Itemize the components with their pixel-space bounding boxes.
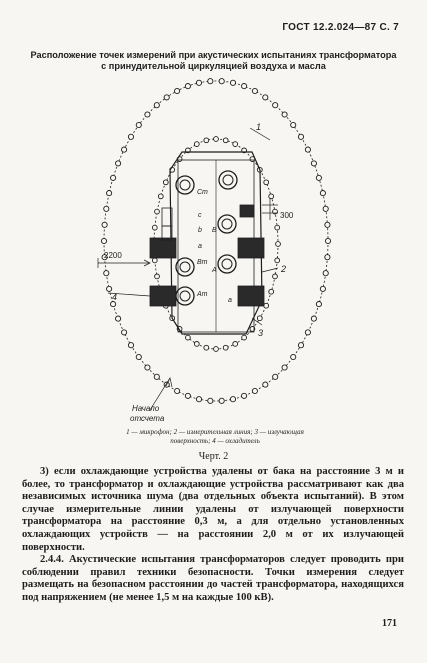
label-a: a	[198, 243, 202, 250]
microphone-point	[273, 274, 278, 279]
microphone-point	[252, 88, 257, 93]
label-bm: Bm	[197, 259, 208, 266]
microphone-point	[196, 397, 201, 402]
label-ao: a	[228, 297, 232, 304]
microphone-point	[242, 335, 247, 340]
microphone-point	[282, 112, 287, 117]
microphone-point	[242, 393, 247, 398]
origin-label-1: Начало	[132, 404, 160, 413]
microphone-point	[323, 271, 328, 276]
microphone-point	[208, 79, 213, 84]
microphone-point	[204, 345, 209, 350]
dim-300-label: 300	[280, 211, 294, 220]
microphone-point	[291, 122, 296, 127]
microphone-point	[111, 175, 116, 180]
microphone-point	[152, 225, 157, 230]
microphone-point	[194, 342, 199, 347]
figure-caption	[40, 428, 390, 446]
label-b: b	[198, 227, 202, 234]
microphone-point	[196, 80, 201, 85]
page-number: 171	[382, 618, 397, 629]
label-4: 4	[112, 292, 118, 302]
paragraph-1: 3) если охлаждающие устройства удалены от бака на расстояние 3 м и более, то трансформатор и охлаждающие устройства рассматривают как два независимых источника шума (два отдельных объекта испытаний). В этом случае измерительные линии удалены от излучающей поверхности трансформатора на расстояние 0,3 м, а для отдельно установленных охлаждающих устройств — на расстоянии 2,0 м от их излучающей поверхности.	[22, 466, 404, 553]
microphone-point	[214, 347, 219, 352]
microphone-point	[128, 134, 133, 139]
microphone-point	[305, 147, 310, 152]
label-cm: Cm	[197, 189, 208, 196]
microphone-point	[219, 79, 224, 84]
microphone-point	[223, 138, 228, 143]
microphone-point	[263, 95, 268, 100]
microphone-point	[276, 242, 281, 247]
microphone-point	[275, 225, 280, 230]
microphone-point	[269, 194, 274, 199]
dim-2200-label: 2200	[104, 251, 122, 260]
microphone-point	[101, 238, 106, 243]
microphone-point	[219, 398, 224, 403]
microphone-point	[208, 398, 213, 403]
figure-title-line1: Расположение точек измерений при акустических испытаниях трансформатора	[30, 50, 397, 60]
label-1: 1	[256, 122, 262, 132]
microphone-point	[311, 316, 316, 321]
microphone-point	[282, 365, 287, 370]
callout-lines	[108, 128, 278, 410]
microphone-point	[175, 388, 180, 393]
label-3: 3	[258, 328, 264, 338]
microphone-point	[154, 374, 159, 379]
microphone-point	[185, 393, 190, 398]
figure-number: Черт. 2	[198, 451, 229, 462]
microphone-point	[145, 112, 150, 117]
microphone-point	[325, 255, 330, 260]
microphone-point	[111, 302, 116, 307]
label-am: Am	[197, 291, 208, 298]
figure-title-line2: с принудительной циркуляцией воздуха и масла	[101, 61, 326, 71]
label-c: c	[198, 212, 202, 219]
microphone-point	[128, 343, 133, 348]
body-text	[22, 466, 404, 605]
microphone-point	[264, 180, 269, 185]
microphone-point	[185, 84, 190, 89]
microphone-point	[316, 302, 321, 307]
microphone-point	[230, 397, 235, 402]
microphone-point	[233, 342, 238, 347]
microphone-point	[152, 258, 157, 263]
microphone-point	[273, 103, 278, 108]
microphone-point	[164, 95, 169, 100]
microphone-point	[323, 206, 328, 211]
microphone-point	[194, 142, 199, 147]
microphone-point	[305, 330, 310, 335]
microphone-point	[163, 180, 168, 185]
microphone-point	[269, 289, 274, 294]
microphone-point	[104, 206, 109, 211]
microphone-point	[263, 382, 268, 387]
standard-header: ГОСТ 12.2.024—87 С. 7	[282, 22, 399, 33]
label-2: 2	[281, 264, 287, 274]
microphone-point	[155, 274, 160, 279]
microphone-point	[320, 191, 325, 196]
microphone-point	[104, 271, 109, 276]
origin-label-2: отсчета	[130, 414, 165, 423]
label-B: B	[212, 227, 217, 234]
microphone-point	[273, 374, 278, 379]
microphone-point	[155, 209, 160, 214]
microphone-point	[325, 238, 330, 243]
microphone-point	[275, 258, 280, 263]
label-A: A	[212, 267, 217, 274]
microphone-point	[257, 316, 262, 321]
microphone-point	[230, 80, 235, 85]
microphone-point	[116, 161, 121, 166]
microphone-point	[291, 354, 296, 359]
microphone-point	[122, 147, 127, 152]
microphone-point	[320, 286, 325, 291]
microphone-point	[154, 103, 159, 108]
microphone-point	[136, 354, 141, 359]
paragraph-2: 2.4.4. Акустические испытания трансформаторов следует проводить при соблюдении правил техники безопасности. Точки измерения следует размещать на безопасном расстоянии до частей трансформатора, находящихся под напряжением (не менее 1,5 м на каждые 100 кВ).	[22, 554, 404, 603]
microphone-point	[107, 191, 112, 196]
microphone-point	[158, 194, 163, 199]
microphone-point	[214, 137, 219, 142]
microphone-point	[102, 222, 107, 227]
microphone-point	[186, 335, 191, 340]
microphone-point	[136, 122, 141, 127]
microphone-point	[223, 345, 228, 350]
microphone-point	[107, 286, 112, 291]
microphone-point	[264, 303, 269, 308]
microphone-point	[116, 316, 121, 321]
caption-line2: поверхность; 4 — охладитель	[170, 437, 260, 445]
microphone-point	[145, 365, 150, 370]
caption-line1: 1 — микрофон; 2 — измерительная линия; 3 — излучающая	[126, 428, 304, 436]
microphone-point	[233, 142, 238, 147]
microphone-point	[122, 330, 127, 335]
microphone-point	[316, 175, 321, 180]
microphone-point	[204, 138, 209, 143]
microphone-point	[252, 388, 257, 393]
microphone-point	[325, 222, 330, 227]
microphone-point	[242, 84, 247, 89]
microphone-point	[175, 88, 180, 93]
microphone-point	[311, 161, 316, 166]
microphone-point	[298, 134, 303, 139]
microphone-point	[298, 343, 303, 348]
